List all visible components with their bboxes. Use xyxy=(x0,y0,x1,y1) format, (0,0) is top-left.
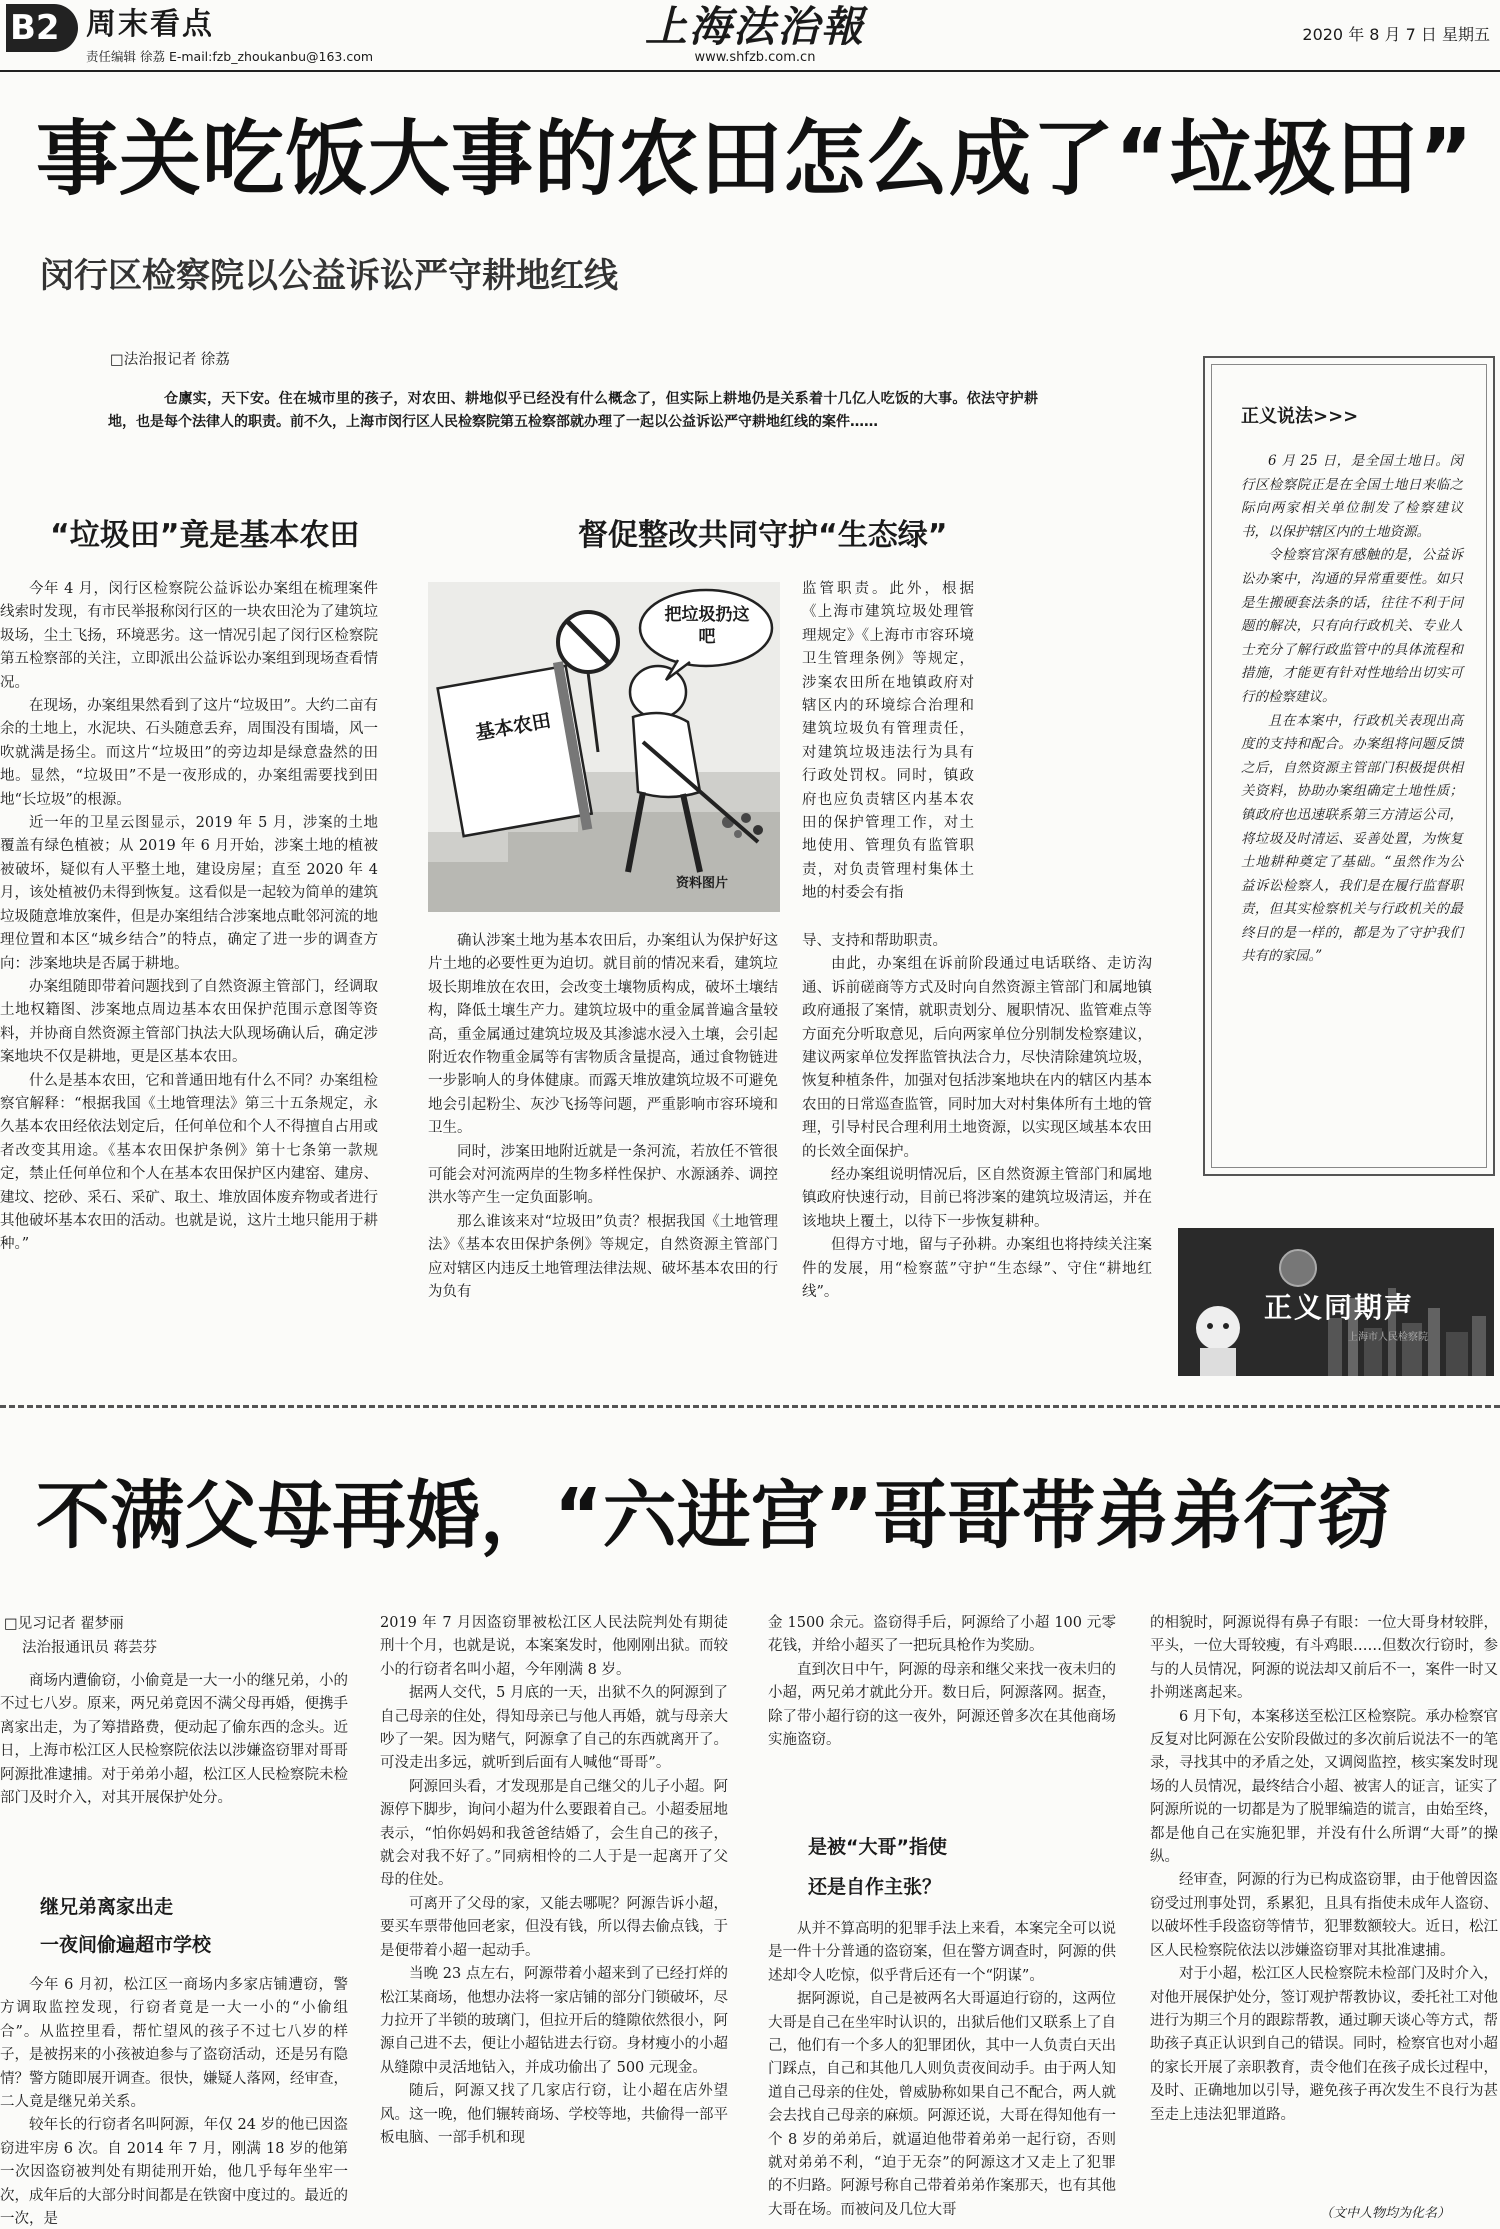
cartoon-illustration xyxy=(428,582,780,912)
article2-footnote: （文中人物均为化名） xyxy=(1320,2206,1451,2221)
article2-byline-reporter: □见习记者 翟梦丽 xyxy=(4,1616,124,1632)
cartoon-caption: 资料图片 xyxy=(676,876,729,891)
justice-voice-banner xyxy=(1178,1228,1494,1376)
article2-column-3a xyxy=(768,1612,1116,1822)
paragraph: 的相貌时，阿源说得有鼻子有眼：一位大哥身材较胖，平头，一位大哥较瘦，有斗鸡眼……但数次行窃时，参与的人员情况，阿源的说法却又前后不一，案件一时又扑朔迷离起来。 xyxy=(1150,1615,1498,1702)
paragraph: 从并不算高明的犯罪手法上来看，本案完全可以说是一件十分普通的盗窃案，但在警方调查时，阿源的供述却令人吃惊，似乎背后还有一个“阴谋”。 xyxy=(768,1921,1116,1984)
article2-column-1b xyxy=(0,1974,348,2229)
paragraph: 同时，涉案田地附近就是一条河流，若放任不管很可能会对河流两岸的生物多样性保护、水源涵养、调控洪水等产生一定负面影响。 xyxy=(428,1143,778,1207)
issue-date: 2020 年 8 月 7 日 星期五 xyxy=(1302,25,1490,44)
paragraph: 由此，办案组在诉前阶段通过电话联络、走访沟通、诉前磋商等方式及时向自然资源主管部门和属地镇政府通报了案情，就职责划分、履职情况、监管难点等方面充分听取意见，后向两家单位分别制发检察建议，建议两家单位发挥监管执法合力，尽快清除建筑垃圾，恢复种植条件，加强对包括涉案地块在内的辖区内基本农田的日常巡查监管，同时加大对村集体所有土地的管理，引导村民合理利用土地资源，以实现区域基本农田的长效全面保护。 xyxy=(802,956,1152,1160)
paragraph: 直到次日中午，阿源的母亲和继父来找一夜未归的小超，两兄弟才就此分开。数日后，阿源落网。据查，除了带小超行窃的这一夜外，阿源还曾多次在其他商场实施盗窃。 xyxy=(768,1661,1116,1749)
paragraph: 确认涉案土地为基本农田后，办案组认为保护好这片土地的必要性更为迫切。就目前的情况来看，建筑垃圾长期堆放在农田，会改变土壤物质构成，破坏土壤结构，降低土壤生产力。建筑垃圾中的重金属普遍含量较高，重金属通过建筑垃圾及其渗滤水浸入土壤，会引起附近农作物重金属等有害物质含量提高，通过食物链进一步影响人的身体健康。而露天堆放建筑垃圾不可避免地会引起粉尘、灰沙飞扬等问题，严重影响市容环境和卫生。 xyxy=(428,933,778,1137)
paragraph: 据阿源说，自己是被两名大哥逼迫行窃的，这两位大哥是自己在坐牢时认识的，出狱后他们又联系上了自己，他们有一个多人的犯罪团伙，其中一人负责白天出门踩点，自己和其他几人则负责夜间动手。由于两人知道自己母亲的住处，曾威胁称如果自己不配合，两人就会去找自己母亲的麻烦。阿源还说，大哥在得知他有一个 8 岁的弟弟后，就逼迫他带着弟弟一起行窃，否则就对弟弟不利，“迫于无奈”的阿源这才又走上了犯罪的不归路。阿源号称自己带着弟弟作案那天，也有其他大哥在场。而被问及几位大哥 xyxy=(768,1991,1116,2218)
article2-column-1a xyxy=(0,1670,348,1880)
article2-sub4: 还是自作主张？ xyxy=(808,1876,942,1898)
paragraph: 导、支持和帮助职责。 xyxy=(802,933,947,949)
paper-name: 上海法治報 xyxy=(644,2,865,51)
page-badge: B2 xyxy=(6,4,78,52)
paragraph: 当晚 23 点左右，阿源带着小超来到了已经打烊的松江某商场，他想办法将一家店铺的部分门锁破坏，尽力拉开了半锁的玻璃门，但拉开后的缝隙依然很小，阿源自己进不去，便让小超钻进去行窃。身材瘦小的小超从缝隙中灵活地钻入，并成功偷出了 500 元现金。 xyxy=(380,1966,728,2076)
sidebar-body xyxy=(1241,450,1463,969)
article1-section1-title: “垃圾田”竟是基本农田 xyxy=(50,518,360,553)
paragraph: 商场内遭偷窃，小偷竟是一大一小的继兄弟，小的不过七八岁。原来，两兄弟竟因不满父母再婚，便携手离家出走，为了筹措路费，便动起了偷东西的念头。近日，上海市松江区人民检察院依法以涉嫌盗窃罪对哥哥阿源批准逮捕。对于弟弟小超，松江区人民检察院未检部门及时介入，对其开展保护处分。 xyxy=(0,1673,348,1807)
article1-lead: 仓廪实，天下安。住在城市里的孩子，对农田、耕地似乎已经没有什么概念了，但实际上耕地仍是关系着十几亿人吃饭的大事。依法守护耕地，也是每个法律人的职责。前不久，上海市闵行区人民检察院第五检察部就办理了一起以公益诉讼严守耕地红线的案件…… xyxy=(108,391,1038,430)
banner-small-text: 上海市人民检察院 xyxy=(1348,1332,1428,1343)
paragraph: 阿源回头看，才发现那是自己继父的儿子小超。阿源停下脚步，询问小超为什么要跟着自己。小超委屈地表示，“怕你妈妈和我爸爸结婚了，会生自己的孩子，就会对我不好了。”同病相怜的二人于是一起离开了父母的住处。 xyxy=(380,1778,728,1889)
paragraph: 据两人交代，5 月底的一天，出狱不久的阿源到了自己母亲的住处，得知母亲已与他人再婚，就与母亲大吵了一架。因为赌气，阿源拿了自己的东西就离开了。可没走出多远，就听到后面有人喊他“哥哥”。 xyxy=(380,1685,728,1772)
article2-headline: 不满父母再婚，“六进宫”哥哥带弟弟行窃 xyxy=(36,1473,1392,1559)
article1-subheadline: 闵行区检察院以公益诉讼严守耕地红线 xyxy=(40,256,618,296)
article2-sub1: 继兄弟离家出走 xyxy=(40,1896,174,1918)
article1-headline: 事关吃饭大事的农田怎么成了“垃圾田” xyxy=(36,112,1474,207)
article1-column-2 xyxy=(428,930,778,1370)
paragraph: 监管职责。此外，根据《上海市建筑垃圾处理管理规定》《上海市市容环境卫生管理条例》等规定，涉案农田所在地镇政府对辖区内的环境综合治理和建筑垃圾负有管理责任，对建筑垃圾违法行为具有行政处罚权。同时，镇政府也应负责辖区内基本农田的保护管理工作，对土地使用、管理负有监管职责，对负责管理村集体土地的村委会有指 xyxy=(802,581,974,902)
paragraph: 近一年的卫星云图显示，2019 年 5 月，涉案的土地覆盖有绿色植被；从 2019 年 6 月开始，涉案土地的植被被破坏，疑似有人平整土地，建设房屋；直至 2020 年 4 月，该处植被仍未得到恢复。这看似是一起较为简单的建筑垃圾随意堆放案件，但是办案组结合涉案地点毗邻河流的地理位置和本区“城乡结合”的特点，确定了进一步的调查方向：涉案地块是否属于耕地。 xyxy=(0,815,378,972)
paragraph: 什么是基本农田，它和普通田地有什么不同？办案组检察官解释：“根据我国《土地管理法》第三十五条规定，永久基本农田经依法划定后，任何单位和个人不得擅自占用或者改变其用途。《基本农田保护条例》第十七条第一款规定，禁止任何单位和个人在基本农田保护区内建窑、建房、建坟、挖砂、采石、采矿、取土、堆放固体废弃物或者进行其他破坏基本农田的活动。也就是说，这片土地只能用于耕种。” xyxy=(0,1072,378,1253)
cartoon-sign-text: 基本农田 xyxy=(473,709,553,745)
banner-logo-text: 正义同期声 xyxy=(1264,1291,1415,1324)
paragraph: 随后，阿源又找了几家店行窃，让小超在店外望风。这一晚，他们辗转商场、学校等地，共偷得一部平板电脑、一部手机和现 xyxy=(380,2083,728,2146)
section-name: 周末看点 xyxy=(86,7,214,42)
article1-column-1 xyxy=(0,578,378,1378)
paragraph: 今年 6 月初，松江区一商场内多家店铺遭窃，警方调取监控发现，行窃者竟是一大一小的“小偷组合”。从监控里看，帮忙望风的孩子不过七八岁的样子，是被拐来的小孩被迫参与了盗窃活动，还是另有隐情？警方随即展开调查。很快，嫌疑人落网，经审查，二人竟是继兄弟关系。 xyxy=(0,1977,348,2111)
paragraph: 对于小超，松江区人民检察院未检部门及时介入，对他开展保护处分，签订观护帮教协议，委托社工对他进行为期三个月的跟踪帮教，通过聊天谈心等方式，帮助孩子真正认识到自己的错误。同时，检察官也对小超的家长开展了亲职教育，责令他们在孩子成长过程中，及时、正确地加以引导，避免孩子再次发生不良行为甚至走上违法犯罪道路。 xyxy=(1150,1966,1498,2123)
sidebar-title: 正义说法>>> xyxy=(1241,406,1359,427)
article1-column-3-top xyxy=(802,578,974,930)
paragraph: 今年 4 月，闵行区检察院公益诉讼办案组在梳理案件线索时发现，有市民举报称闵行区的一块农田沦为了建筑垃圾场，尘土飞扬，环境恶劣。这一情况引起了闵行区检察院第五检察部的关注，立即派出公益诉讼办案组到现场查看情况。 xyxy=(0,581,378,691)
paragraph: 办案组随即带着问题找到了自然资源主管部门，经调取土地权籍图、涉案地点周边基本农田保护范围示意图等资料，并协商自然资源主管部门执法大队现场确认后，确定涉案地块不仅是耕地，更是区基本农田。 xyxy=(0,978,378,1066)
article2-column-4 xyxy=(1150,1612,1498,2197)
paragraph: 可离开了父母的家，又能去哪呢？阿源告诉小超，要买车票带他回老家，但没有钱，所以得去偷点钱，于是便带着小超一起动手。 xyxy=(380,1895,728,1959)
paragraph: 但得方寸地，留与子孙耕。办案组也将持续关注案件的发展，用“检察蓝”守护“生态绿”、守住“耕地红线”。 xyxy=(802,1237,1152,1301)
article2-byline-correspondent: 法治报通讯员 蒋芸芬 xyxy=(22,1640,158,1656)
editor-line: 责任编辑 徐荔 E-mail:fzb_zhoukanbu@163.com xyxy=(86,49,374,64)
article1-section2-title: 督促整改共同守护“生态绿” xyxy=(578,518,948,553)
cartoon-bubble-text: 把垃圾扔这吧 xyxy=(664,605,750,647)
paragraph: 那么谁该来对“垃圾田”负责？根据我国《土地管理法》《基本农田保护条例》等规定，自然资源主管部门应对辖区内违反土地管理法律法规、破坏基本农田的行为负有 xyxy=(428,1213,778,1301)
paragraph: 且在本案中，行政机关表现出高度的支持和配合。办案组将问题反馈之后，自然资源主管部门积极提供相关资料，协助办案组确定土地性质；镇政府也迅速联系第三方清运公司，将垃圾及时清运、妥善处置，为恢复土地耕种奠定了基础。“虽然作为公益诉讼检察人，我们是在履行监督职责，但其实检察机关与行政机关的最终目的是一样的，都是为了守护我们共有的家园。” xyxy=(1241,712,1463,965)
commentary-sidebar xyxy=(1203,356,1495,1176)
article2-column-2 xyxy=(380,1612,728,2229)
paper-website: www.shfzb.com.cn xyxy=(694,50,816,65)
masthead-rule xyxy=(0,70,1500,72)
article2-sub2: 一夜间偷遍超市学校 xyxy=(40,1934,212,1956)
paragraph: 6 月下旬，本案移送至松江区检察院。承办检察官反复对比阿源在公安阶段做过的多次前后说法不一的笔录，寻找其中的矛盾之处，又调阅监控，核实案发时现场的人员情况，最终结合小超、被害人的证言，证实了阿源所说的一切都是为了脱罪编造的谎言，由始至终，都是他自己在实施犯罪，并没有什么所谓“大哥”的操纵。 xyxy=(1150,1708,1498,1866)
article-divider xyxy=(0,1405,1500,1408)
paragraph: 经审查，阿源的行为已构成盗窃罪，由于他曾因盗窃受过刑事处罚，系累犯，且具有指使未成年人盗窃、以破坏性手段盗窃等情节，犯罪数额较大。近日，松江区人民检察院依法以涉嫌盗窃罪对其批准逮捕。 xyxy=(1150,1872,1498,1959)
article2-sub3: 是被“大哥”指使 xyxy=(808,1836,947,1858)
paragraph: 经办案组说明情况后，区自然资源主管部门和属地镇政府快速行动，目前已将涉案的建筑垃圾清运，并在该地块上覆土，以待下一步恢复耕种。 xyxy=(802,1167,1152,1230)
paragraph: 较年长的行窃者名叫阿源，年仅 24 岁的他已因盗窃进牢房 6 次。自 2014 年 7 月，刚满 18 岁的他第一次因盗窃被判处有期徒刑开始，他几乎每年坐牢一次，成年后的大部分时间都是在铁窗中度过的。最近的一次，是 xyxy=(0,2117,348,2228)
article1-column-3-bottom xyxy=(802,930,1152,1370)
paragraph: 6 月 25 日，是全国土地日。闵行区检察院正是在全国土地日来临之际向两家相关单位制发了检察建议书，以保护辖区内的土地资源。 xyxy=(1241,453,1463,540)
paragraph: 在现场，办案组果然看到了这片“垃圾田”。大约二亩有余的土地上，水泥块、石头随意丢弃，周围没有围墙，风一吹就满是扬尘。而这片“垃圾田”的旁边却是绿意盎然的田地。显然，“垃圾田”不是一夜形成的，办案组需要找到田地“长垃圾”的根源。 xyxy=(0,698,378,808)
article1-byline: □法治报记者 徐荔 xyxy=(110,352,230,368)
paragraph: 金 1500 余元。盗窃得手后，阿源给了小超 100 元零花钱，并给小超买了一把玩具枪作为奖励。 xyxy=(768,1615,1116,1655)
article2-column-3b xyxy=(768,1918,1116,2229)
paragraph: 令检察官深有感触的是，公益诉讼办案中，沟通的异常重要性。如只是生搬硬套法条的话，往往不利于问题的解决，只有向行政机关、专业人士充分了解行政监管中的具体流程和措施，才能更有针对性地给出切实可行的检察建议。 xyxy=(1241,547,1463,705)
paragraph: 2019 年 7 月因盗窃罪被松江区人民法院判处有期徒刑十个月，也就是说，本案案发时，他刚刚出狱。而较小的行窃者名叫小超，今年刚满 8 岁。 xyxy=(380,1615,728,1678)
